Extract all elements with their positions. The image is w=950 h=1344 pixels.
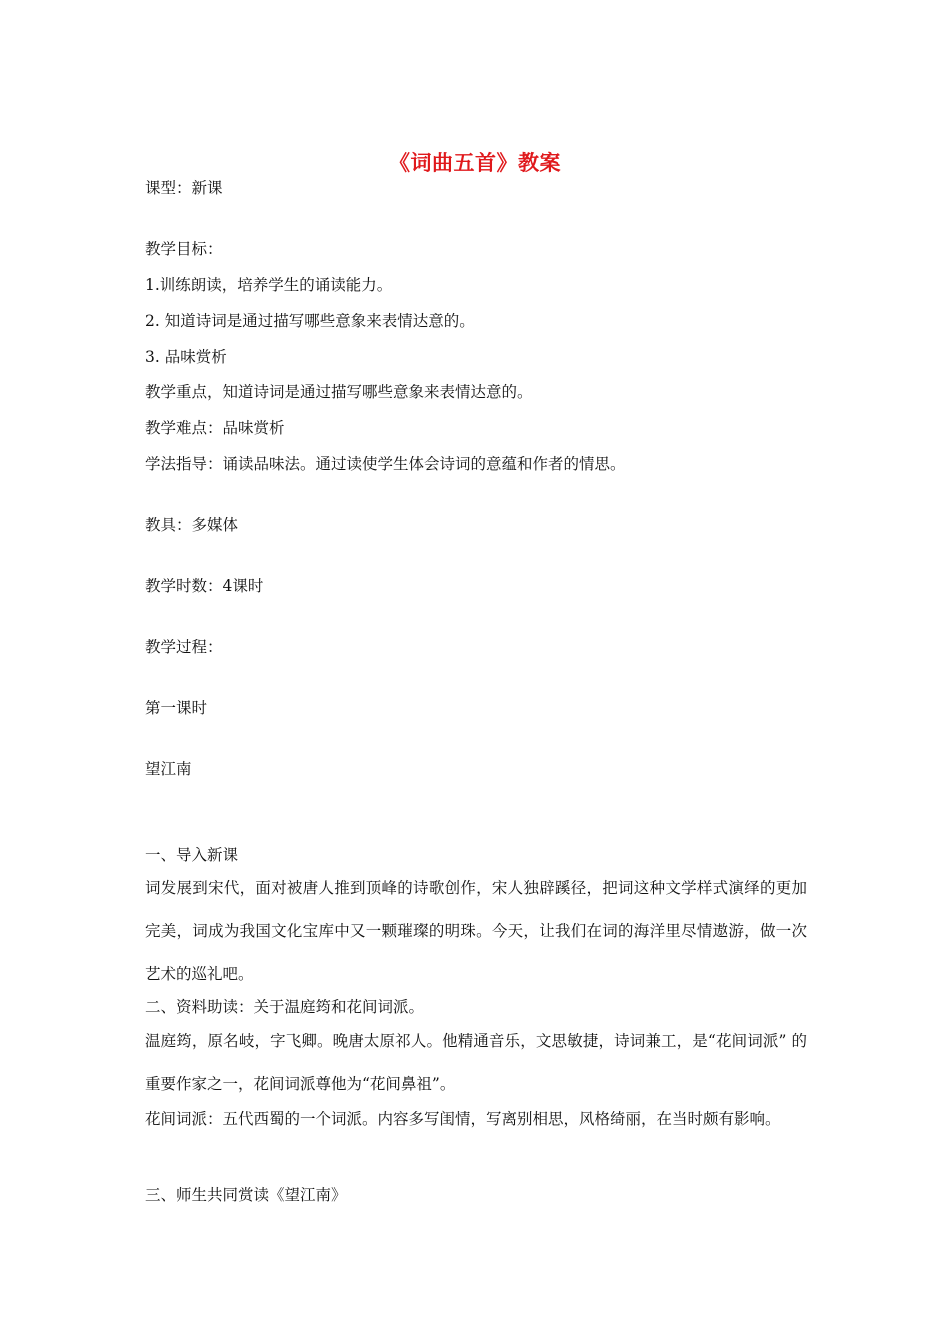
- section-paragraph: 词发展到宋代，面对被唐人推到顶峰的诗歌创作，宋人独辟蹊径，把词这种文学样式演绎的更加完美，词成为我国文化宝库中又一颗璀璨的明珠。今天，让我们在词的海洋里尽情遨游，做一次艺术的巡礼吧。: [145, 879, 807, 983]
- study-method: 学法指导：诵读品味法。通过读使学生体会诗词的意蕴和作者的情思。: [145, 455, 626, 473]
- section-heading: 二、资料助读：关于温庭筠和花间词派。: [145, 998, 425, 1016]
- course-type: 课型：新课: [145, 179, 223, 197]
- teaching-hours: 教学时数：4课时: [145, 577, 264, 595]
- difficulty: 教学难点：品味赏析: [145, 419, 285, 437]
- section-heading: 一、导入新课: [145, 846, 239, 864]
- objectives-heading: 教学目标：: [145, 240, 223, 258]
- teaching-tools: 教具：多媒体: [145, 516, 239, 534]
- lesson-heading: 第一课时: [145, 699, 208, 717]
- key-point: 教学重点，知道诗词是通过描写哪些意象来表情达意的。: [145, 383, 533, 401]
- objective-item: 3. 品味赏析: [145, 348, 227, 366]
- section-paragraph: 温庭筠，原名岐，字飞卿。晚唐太原祁人。他精通音乐，文思敏捷，诗词兼工，是“花间词派” 的重要作家之一，花间词派尊他为“花间鼻祖”。: [145, 1032, 807, 1093]
- objective-item: 1.训练朗读，培养学生的诵读能力。: [145, 276, 393, 294]
- section-paragraph: 花间词派：五代西蜀的一个词派。内容多写闺情，写离别相思，风格绮丽，在当时颇有影响。: [145, 1110, 781, 1128]
- document-title: 《词曲五首》教案: [389, 150, 561, 175]
- section-heading: 三、师生共同赏读《望江南》: [145, 1186, 347, 1204]
- poem-heading: 望江南: [145, 760, 192, 778]
- objective-item: 2. 知道诗词是通过描写哪些意象来表情达意的。: [145, 312, 475, 330]
- teaching-process: 教学过程：: [145, 638, 223, 656]
